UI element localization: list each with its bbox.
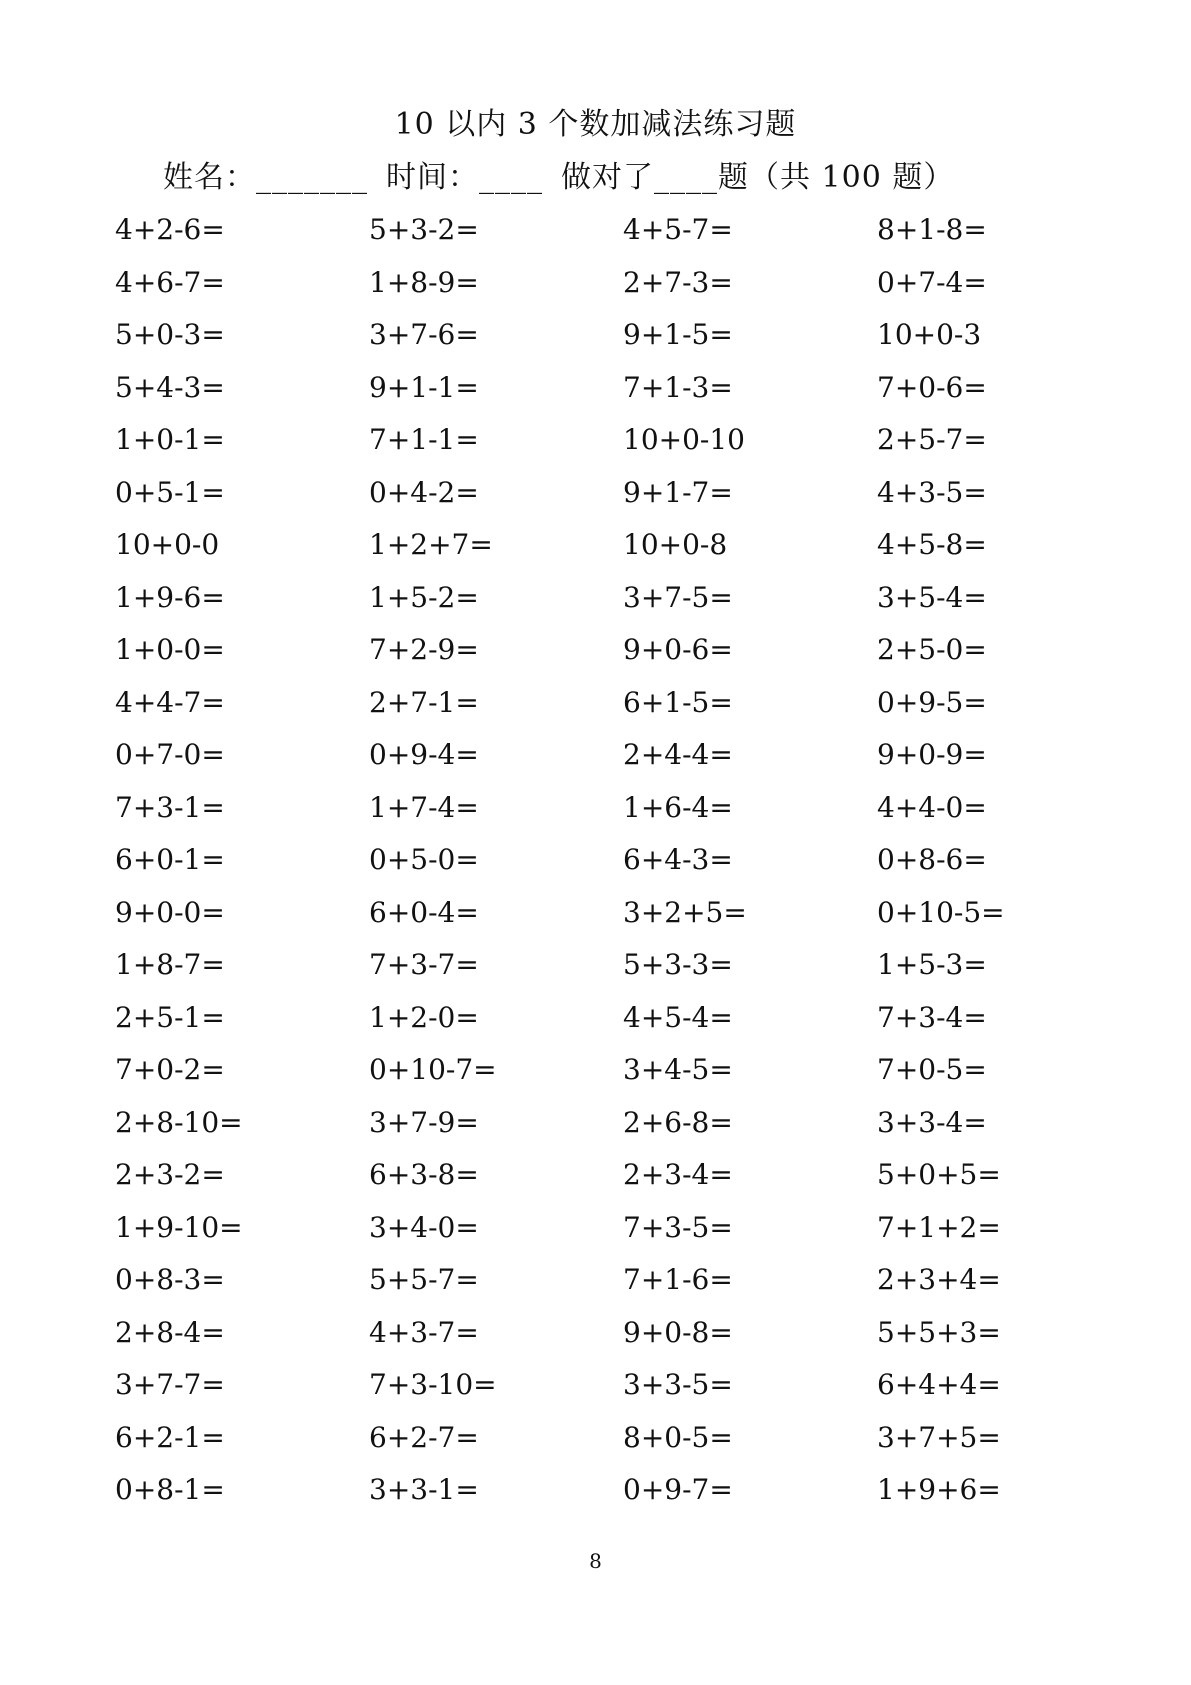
problem-item: 9+0-8= <box>623 1315 733 1349</box>
problem-item: 9+1-1= <box>369 370 479 404</box>
problem-item: 6+3-8= <box>369 1158 479 1191</box>
problem-item: 4+3-7= <box>369 1315 479 1349</box>
problem-row <box>115 1260 1131 1313</box>
problem-item: 3+2+5= <box>623 895 747 929</box>
problem-item: 2+6-8= <box>623 1105 733 1139</box>
problem-row <box>115 1365 1131 1418</box>
problem-item: 9+0-9= <box>877 738 987 771</box>
name-label: 姓名： <box>163 160 256 195</box>
problem-row <box>115 263 1131 316</box>
problem-item: 1+0-0= <box>115 633 225 666</box>
problem-row <box>115 525 1131 578</box>
correct-blank: ____ <box>654 160 718 195</box>
problem-item: 1+7-4= <box>369 790 479 824</box>
problem-item: 2+4-4= <box>623 738 733 771</box>
problem-item: 0+10-5= <box>877 895 1005 929</box>
problem-item: 10+0-10 <box>623 423 745 456</box>
problem-item: 2+7-3= <box>623 265 733 299</box>
problem-item: 1+5-3= <box>877 948 987 981</box>
problem-item: 0+9-5= <box>877 685 987 719</box>
problem-row <box>115 1155 1131 1208</box>
problem-item: 4+4-7= <box>115 685 225 719</box>
page-title: 10 以内 3 个数加减法练习题 <box>394 107 797 142</box>
problem-item: 7+1-1= <box>369 423 479 456</box>
problem-item: 5+4-3= <box>115 370 225 404</box>
problem-item: 5+5+3= <box>877 1315 1001 1349</box>
problem-item: 3+4-5= <box>623 1053 733 1086</box>
problem-item: 1+2+7= <box>369 528 493 561</box>
problem-item: 10+0-3 <box>877 318 982 351</box>
page-number: 8 <box>589 1549 602 1573</box>
problem-item: 7+0-6= <box>877 370 987 404</box>
problem-item: 1+9+6= <box>877 1473 1001 1506</box>
problem-item: 5+0-3= <box>115 318 225 351</box>
problem-item: 2+5-1= <box>115 1000 225 1034</box>
problem-item: 7+1-3= <box>623 370 733 404</box>
problem-item: 7+0-5= <box>877 1053 987 1086</box>
problem-row <box>115 420 1131 473</box>
problem-item: 3+5-4= <box>877 580 987 614</box>
problem-item: 10+0-0 <box>115 528 220 561</box>
problem-row <box>115 683 1131 736</box>
problem-item: 0+8-6= <box>877 843 987 876</box>
problem-item: 7+1+2= <box>877 1210 1001 1244</box>
problem-item: 6+1-5= <box>623 685 733 719</box>
problem-item: 3+3-1= <box>369 1473 479 1506</box>
problem-row <box>115 630 1131 683</box>
problem-item: 7+0-2= <box>115 1053 225 1086</box>
problem-item: 1+2-0= <box>369 1000 479 1034</box>
problem-item: 4+2-6= <box>115 213 225 246</box>
problem-row <box>115 893 1131 946</box>
problem-item: 0+7-4= <box>877 265 987 299</box>
problem-item: 1+9-10= <box>115 1210 243 1244</box>
problem-row <box>115 368 1131 421</box>
problem-item: 0+4-2= <box>369 475 479 509</box>
problem-item: 10+0-8 <box>623 528 728 561</box>
problem-item: 3+7-7= <box>115 1368 225 1401</box>
problem-item: 3+7-5= <box>623 580 733 614</box>
problem-row <box>115 210 1131 263</box>
problem-item: 8+1-8= <box>877 213 987 246</box>
problem-row <box>115 578 1131 631</box>
problem-item: 1+6-4= <box>623 790 733 824</box>
problem-item: 5+3-2= <box>369 213 479 246</box>
problem-item: 9+0-0= <box>115 895 225 929</box>
problem-item: 1+8-7= <box>115 948 225 981</box>
problem-item: 3+7-6= <box>369 318 479 351</box>
problem-item: 4+5-7= <box>623 213 733 246</box>
problem-item: 0+8-3= <box>115 1263 225 1296</box>
problem-item: 4+4-0= <box>877 790 987 824</box>
problem-item: 5+5-7= <box>369 1263 479 1296</box>
problem-item: 7+2-9= <box>369 633 479 666</box>
problem-item: 0+10-7= <box>369 1053 497 1086</box>
name-blank: _______ <box>256 160 368 195</box>
problem-item: 2+8-4= <box>115 1315 225 1349</box>
problem-item: 2+3-2= <box>115 1158 225 1191</box>
problem-item: 1+0-1= <box>115 423 225 456</box>
problem-item: 7+1-6= <box>623 1263 733 1296</box>
problem-item: 9+1-5= <box>623 318 733 351</box>
problem-item: 7+3-5= <box>623 1210 733 1244</box>
problem-grid <box>115 210 1131 1523</box>
problem-item: 3+7+5= <box>877 1420 1001 1454</box>
problem-row <box>115 1208 1131 1261</box>
problem-item: 2+3-4= <box>623 1158 733 1191</box>
time-label: 时间： <box>386 160 479 195</box>
problem-item: 9+1-7= <box>623 475 733 509</box>
problem-row <box>115 788 1131 841</box>
problem-item: 7+3-1= <box>115 790 225 824</box>
problem-item: 2+5-0= <box>877 633 987 666</box>
problem-item: 6+2-1= <box>115 1420 225 1454</box>
problem-item: 0+5-0= <box>369 843 479 876</box>
problem-row <box>115 1103 1131 1156</box>
problem-row <box>115 315 1131 368</box>
problem-row <box>115 998 1131 1051</box>
problem-item: 2+5-7= <box>877 423 987 456</box>
problem-item: 3+4-0= <box>369 1210 479 1244</box>
problem-item: 8+0-5= <box>623 1420 733 1454</box>
problem-item: 3+3-5= <box>623 1368 733 1401</box>
problem-row <box>115 840 1131 893</box>
problem-row <box>115 1470 1131 1523</box>
problem-item: 6+4+4= <box>877 1368 1001 1401</box>
problem-item: 1+9-6= <box>115 580 225 614</box>
problem-item: 4+5-8= <box>877 528 987 561</box>
problem-row <box>115 1418 1131 1471</box>
problem-item: 5+3-3= <box>623 948 733 981</box>
problem-item: 0+9-7= <box>623 1473 733 1506</box>
problem-item: 1+5-2= <box>369 580 479 614</box>
problem-item: 4+3-5= <box>877 475 987 509</box>
problem-item: 0+9-4= <box>369 738 479 771</box>
student-info-line <box>163 158 954 198</box>
problem-row <box>115 1050 1131 1103</box>
correct-prefix: 做对了 <box>561 160 654 195</box>
problem-item: 7+3-4= <box>877 1000 987 1034</box>
problem-item: 0+8-1= <box>115 1473 225 1506</box>
problem-item: 2+8-10= <box>115 1105 243 1139</box>
problem-row <box>115 473 1131 526</box>
problem-item: 7+3-10= <box>369 1368 497 1401</box>
problem-item: 4+6-7= <box>115 265 225 299</box>
problem-item: 6+0-4= <box>369 895 479 929</box>
time-blank: ____ <box>479 160 543 195</box>
problem-item: 6+2-7= <box>369 1420 479 1454</box>
problem-item: 3+3-4= <box>877 1105 987 1139</box>
problem-row <box>115 945 1131 998</box>
problem-item: 4+5-4= <box>623 1000 733 1034</box>
problem-item: 3+7-9= <box>369 1105 479 1139</box>
problem-item: 6+0-1= <box>115 843 225 876</box>
problem-item: 2+3+4= <box>877 1263 1001 1296</box>
problem-item: 6+4-3= <box>623 843 733 876</box>
problem-row <box>115 735 1131 788</box>
problem-item: 5+0+5= <box>877 1158 1001 1191</box>
problem-item: 9+0-6= <box>623 633 733 666</box>
problem-item: 2+7-1= <box>369 685 479 719</box>
correct-suffix: 题（共 100 题） <box>718 160 955 195</box>
problem-item: 7+3-7= <box>369 948 479 981</box>
problem-item: 1+8-9= <box>369 265 479 299</box>
problem-row <box>115 1313 1131 1366</box>
problem-item: 0+5-1= <box>115 475 225 509</box>
problem-item: 0+7-0= <box>115 738 225 771</box>
